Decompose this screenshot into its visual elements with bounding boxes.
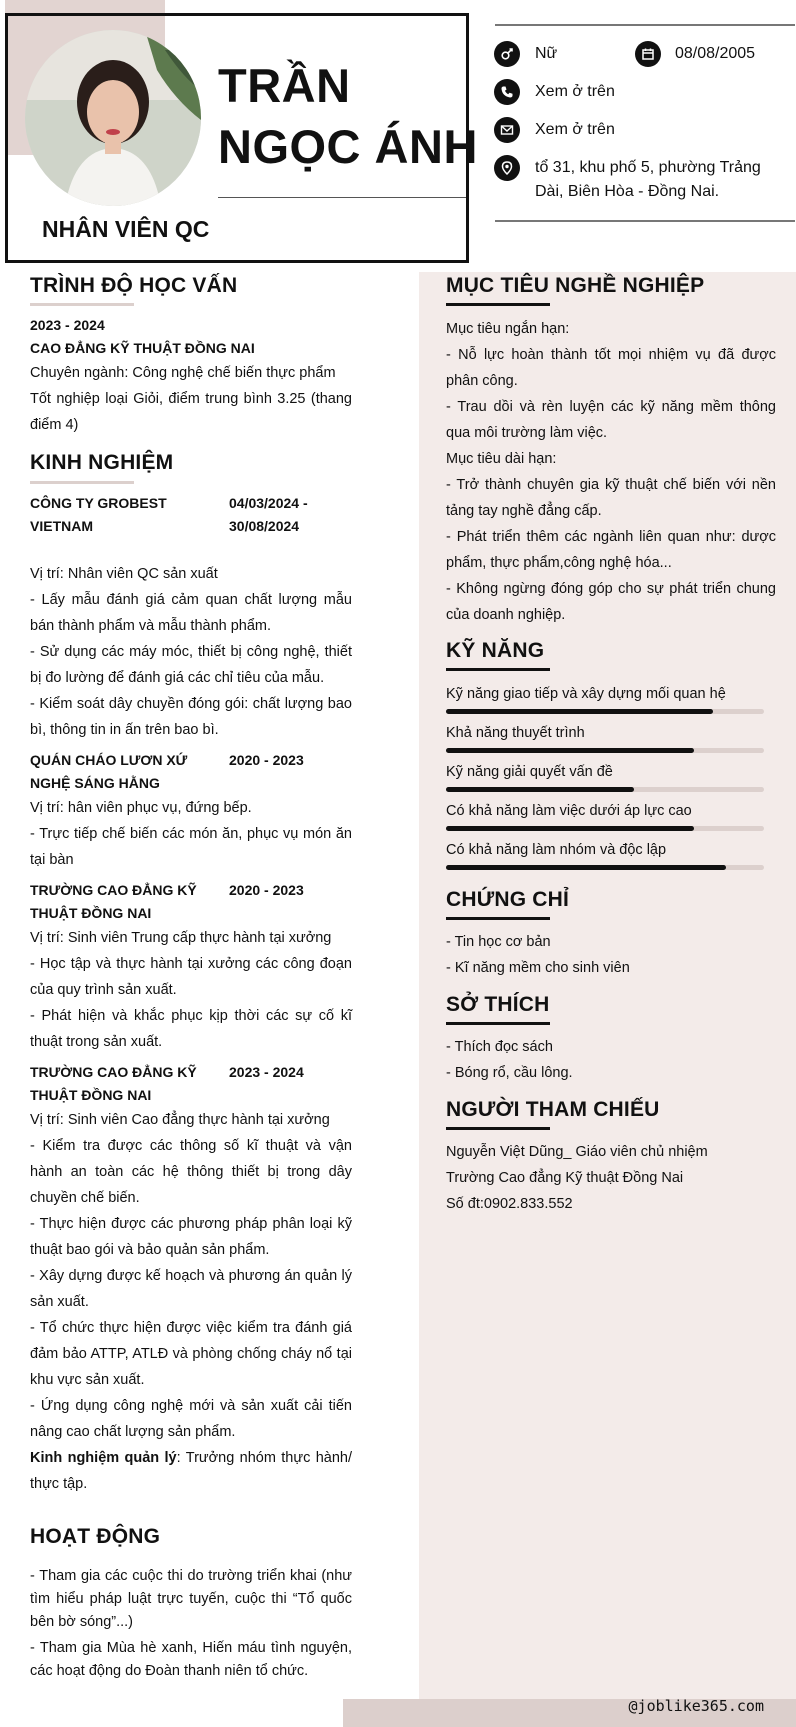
skill-bar-fill [446,787,634,792]
experience-dates: 2020 - 2023 [229,752,304,768]
experience-dates: 04/03/2024 - 30/08/2024 [229,495,308,534]
skills-underline [446,668,550,671]
hobbies-title: SỞ THÍCH [446,993,550,1016]
skill-item [446,723,764,753]
education-section [30,314,352,438]
experience-item [30,749,352,873]
calendar-icon [635,41,661,67]
skill-item [446,801,764,831]
education-underline [30,303,134,306]
experience-position: Vị trí: Sinh viên Cao đẳng thực hành tại xưởng [30,1112,330,1128]
education-school: CAO ĐẲNG KỸ THUẬT ĐỒNG NAI [30,340,255,356]
experience-line: - Học tập và thực hành tại xưởng các công đoạn của quy trình sản xuất. [30,956,352,998]
skill-bar-fill [446,865,726,870]
experience-org: QUÁN CHÁO LƯƠN XỨ NGHỆ SÁNG HẰNG [30,752,188,791]
reference-line: Số đt:0902.833.552 [446,1196,573,1212]
objective-underline [446,303,550,306]
experience-line: - Xây dựng được kế hoạch và phương án quản lý sản xuất. [30,1268,352,1310]
watermark: @joblike365.com [628,1697,764,1715]
experience-org: TRƯỜNG CAO ĐẲNG KỸ THUẬT ĐỒNG NAI [30,882,197,921]
activities-section [30,1565,352,1683]
skill-label: Khả năng thuyết trình [446,725,585,741]
skill-bar-fill [446,826,694,831]
management-experience: Kinh nghiệm quản lý: Trưởng nhóm thực hành/ thực tập. [30,1450,352,1492]
references-underline [446,1127,550,1130]
skill-item [446,684,764,714]
reference-line: Trường Cao đẳng Kỹ thuật Đồng Nai [446,1170,684,1186]
hobby-line: - Thích đọc sách [446,1039,553,1055]
references-section [446,1139,776,1217]
experience-item [30,879,352,1055]
experience-dates: 2020 - 2023 [229,882,304,898]
experience-line: - Kiểm soát dây chuyền đóng gói: chất lượng bao bì, thông tin in ấn trên bao bì. [30,696,352,738]
skill-item [446,762,764,792]
dob-value: 08/08/2005 [675,45,756,62]
objective-line: - Trau dồi và rèn luyện các kỹ năng mềm thông qua môi trường làm việc. [446,399,776,441]
experience-line: - Ứng dụng công nghệ mới và sản xuất cải tiến nâng cao chất lượng sản phẩm. [30,1398,352,1440]
skill-label: Có khả năng làm nhóm và độc lập [446,842,667,858]
hobby-line: - Bóng rổ, cầu lông. [446,1065,573,1081]
address-value: tổ 31, khu phố 5, phường Trảng Dài, Biên Hòa - Đồng Nai. [535,159,761,200]
skill-bar-fill [446,748,694,753]
education-years: 2023 - 2024 [30,317,105,333]
contact-divider-bottom [495,220,795,222]
certificates-underline [446,917,550,920]
certificate-line: - Kĩ năng mềm cho sinh viên [446,960,630,976]
gender-icon [494,41,520,67]
objective-line: Mục tiêu ngắn hạn: [446,321,570,337]
certificate-line: - Tin học cơ bản [446,934,551,950]
email-icon [494,117,520,143]
candidate-name: TRẦN NGỌC ÁNH [218,59,478,173]
experience-line: - Tổ chức thực hiện được việc kiểm tra đánh giá đảm bảo ATTP, ATLĐ và phòng chống cháy nổ tại khu vực sản xuất. [30,1320,352,1388]
skill-bar [446,787,764,792]
experience-section [30,492,352,1497]
skill-label: Kỹ năng giải quyết vấn đề [446,764,613,780]
experience-line: - Phát hiện và khắc phục kịp thời các sự cố kĩ thuật trong sản xuất. [30,1008,352,1050]
education-result: Tốt nghiệp loại Giỏi, điểm trung bình 3.25 (thang điểm 4) [30,391,352,433]
experience-line: - Sử dụng các máy móc, thiết bị công nghệ, thiết bị đo lường để đánh giá các chỉ tiêu của mẫu. [30,644,352,686]
phone-value: Xem ở trên [535,83,615,100]
experience-line: - Thực hiện được các phương pháp phân loại kỹ thuật bao gói và bảo quản sản phẩm. [30,1216,352,1258]
experience-org: CÔNG TY GROBEST VIETNAM [30,495,167,534]
experience-line: - Lấy mẫu đánh giá cảm quan chất lượng mẫu bán thành phẩm và mẫu thành phẩm. [30,592,352,634]
hobbies-section [446,1034,776,1086]
experience-title: KINH NGHIỆM [30,451,174,474]
education-title: TRÌNH ĐỘ HỌC VẤN [30,274,238,297]
skill-label: Có khả năng làm việc dưới áp lực cao [446,803,692,819]
phone-icon [494,79,520,105]
references-title: NGƯỜI THAM CHIẾU [446,1098,660,1121]
education-major: Chuyên ngành: Công nghệ chế biến thực phẩm [30,365,336,381]
skill-bar-fill [446,709,713,714]
certificates-title: CHỨNG CHỈ [446,888,570,911]
hobbies-underline [446,1022,550,1025]
reference-line: Nguyễn Việt Dũng_ Giáo viên chủ nhiệm [446,1144,708,1160]
skill-bar [446,709,764,714]
certificates-section [446,929,776,981]
skill-bar [446,748,764,753]
activity-line: - Tham gia Mùa hè xanh, Hiến máu tình nguyện, các hoạt động do Đoàn thanh niên tổ chức. [30,1640,352,1679]
location-icon [494,155,520,181]
contact-divider-top [495,24,795,26]
skill-item [446,840,764,870]
gender-value: Nữ [535,45,558,62]
experience-position: Vị trí: Nhân viên QC sản xuất [30,566,218,582]
skills-title: KỸ NĂNG [446,639,545,662]
experience-line: - Kiểm tra được các thông số kĩ thuật và vận hành an toàn các hệ thông thiết bị trong dây chuyền chế biến. [30,1138,352,1206]
experience-underline [30,481,134,484]
objective-title: MỤC TIÊU NGHỀ NGHIỆP [446,274,705,297]
objective-line: - Trở thành chuyên gia kỹ thuật chế biến với nền tảng tay nghề đẳng cấp. [446,477,776,519]
objective-section [446,316,776,628]
activities-title: HOẠT ĐỘNG [30,1525,161,1548]
experience-position: Vị trí: hân viên phục vụ, đứng bếp. [30,800,252,816]
job-title: NHÂN VIÊN QC [42,216,210,242]
experience-item [30,1061,352,1497]
name-divider [218,197,466,198]
objective-line: Mục tiêu dài hạn: [446,451,557,467]
experience-item [30,492,352,743]
objective-line: - Nỗ lực hoàn thành tốt mọi nhiệm vụ đã được phân công. [446,347,776,389]
activity-line: - Tham gia các cuộc thi do trường triển khai (như tìm hiểu pháp luật trực tuyến, cuộc thi “Tổ quốc bên bờ sóng”...) [30,1568,352,1630]
objective-line: - Phát triển thêm các ngành liên quan như: dược phẩm, thực phẩm,công nghệ hóa... [446,529,776,571]
email-value: Xem ở trên [535,121,615,138]
profile-photo [25,30,201,206]
experience-dates: 2023 - 2024 [229,1064,304,1080]
skill-bar [446,865,764,870]
experience-org: TRƯỜNG CAO ĐẲNG KỸ THUẬT ĐỒNG NAI [30,1064,197,1103]
experience-line: - Trực tiếp chế biến các món ăn, phục vụ món ăn tại bàn [30,826,352,868]
objective-line: - Không ngừng đóng góp cho sự phát triển chung của doanh nghiệp. [446,581,776,623]
skill-bar [446,826,764,831]
skill-label: Kỹ năng giao tiếp và xây dựng mối quan hệ [446,686,726,702]
experience-position: Vị trí: Sinh viên Trung cấp thực hành tại xưởng [30,930,332,946]
